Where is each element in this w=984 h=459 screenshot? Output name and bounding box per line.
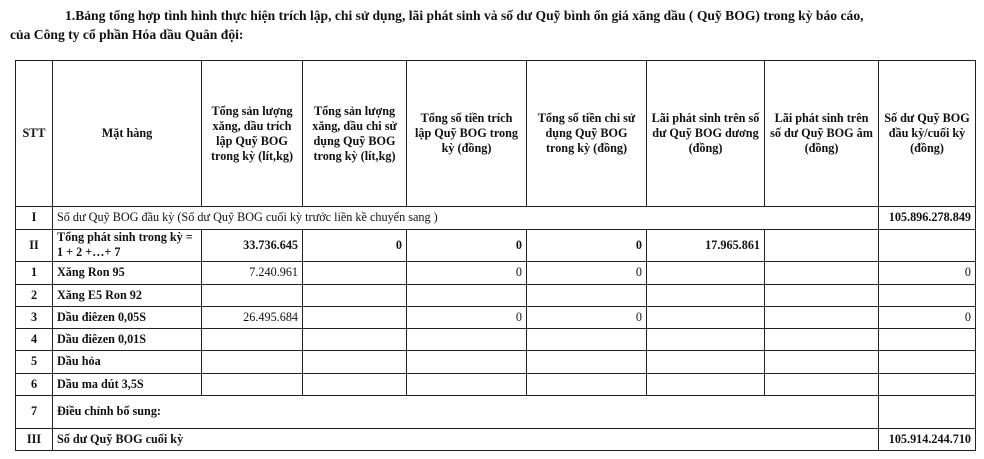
table-row-closing-balance	[16, 428, 976, 450]
table-row	[16, 284, 976, 306]
cell-amount-in	[407, 373, 527, 395]
row-stt: 7	[16, 395, 53, 428]
cell-balance	[879, 373, 976, 395]
bog-summary-table	[15, 60, 976, 451]
row-stt: 3	[16, 306, 53, 328]
heading-line-1: 1.Bảng tổng hợp tình hình thực hiện trích lập, chi sử dụng, lãi phát sinh và số dư Quỹ bình ổn giá xăng dầu ( Quỹ BOG) trong kỳ báo cáo,	[65, 8, 864, 23]
header-stt: STT	[16, 61, 53, 207]
cell-amount-out	[527, 351, 647, 373]
table-row-opening-balance	[16, 207, 976, 229]
row-stt: III	[16, 428, 53, 450]
cell-amount-out	[527, 284, 647, 306]
row-label: Xăng Ron 95	[53, 262, 202, 284]
header-amount-out: Tổng số tiền chi sử dụng Quỹ BOG trong kỳ (đồng)	[527, 61, 647, 207]
header-interest-positive: Lãi phát sinh trên số dư Quỹ BOG dương (đồng)	[647, 61, 765, 207]
cell-volume-in	[202, 329, 303, 351]
header-item: Mặt hàng	[53, 61, 202, 207]
cell-interest-positive: 17.965.861	[647, 229, 765, 262]
cell-interest-positive	[647, 262, 765, 284]
table-row	[16, 351, 976, 373]
cell-amount-in	[407, 351, 527, 373]
table-row	[16, 329, 976, 351]
row-label: Số dư Quỹ BOG đầu kỳ (Số dư Quỹ BOG cuối kỳ trước liền kề chuyển sang )	[53, 207, 879, 229]
cell-volume-out	[303, 329, 407, 351]
cell-balance	[879, 329, 976, 351]
row-stt: II	[16, 229, 53, 262]
cell-volume-in	[202, 373, 303, 395]
table-header-row	[16, 61, 976, 207]
row-label: Dầu ma dút 3,5S	[53, 373, 202, 395]
cell-amount-out	[527, 373, 647, 395]
cell-amount-out: 0	[527, 306, 647, 328]
cell-volume-out	[303, 373, 407, 395]
cell-amount-out: 0	[527, 262, 647, 284]
header-amount-in: Tổng số tiền trích lập Quỹ BOG trong kỳ (đồng)	[407, 61, 527, 207]
cell-interest-negative	[765, 262, 879, 284]
row-stt: 1	[16, 262, 53, 284]
cell-amount-in	[407, 284, 527, 306]
header-volume-in: Tổng sản lượng xăng, dầu trích lập Quỹ BOG trong kỳ (lít,kg)	[202, 61, 303, 207]
cell-amount-in: 0	[407, 306, 527, 328]
cell-interest-negative	[765, 329, 879, 351]
row-stt: I	[16, 207, 53, 229]
cell-balance	[879, 229, 976, 262]
cell-volume-in: 33.736.645	[202, 229, 303, 262]
table-row	[16, 373, 976, 395]
cell-balance	[879, 284, 976, 306]
row-stt: 6	[16, 373, 53, 395]
cell-amount-in: 0	[407, 262, 527, 284]
cell-volume-out	[303, 351, 407, 373]
cell-interest-negative	[765, 351, 879, 373]
cell-interest-negative	[765, 373, 879, 395]
row-label: Số dư Quỹ BOG cuối kỳ	[53, 428, 879, 450]
row-stt: 5	[16, 351, 53, 373]
cell-interest-positive	[647, 284, 765, 306]
row-label: Dầu hỏa	[53, 351, 202, 373]
row-label: Điều chỉnh bổ sung:	[53, 395, 879, 428]
cell-interest-negative	[765, 229, 879, 262]
header-interest-negative: Lãi phát sinh trên số dư Quỹ BOG âm (đồng)	[765, 61, 879, 207]
cell-balance: 0	[879, 306, 976, 328]
row-label: Xăng E5 Ron 92	[53, 284, 202, 306]
table-row-total	[16, 229, 976, 262]
report-heading	[10, 6, 976, 44]
cell-interest-negative	[765, 284, 879, 306]
row-label: Tổng phát sinh trong kỳ = 1 + 2 +…+ 7	[53, 229, 202, 262]
cell-interest-positive	[647, 329, 765, 351]
table-row-adjustment	[16, 395, 976, 428]
header-balance: Số dư Quỹ BOG đầu kỳ/cuối kỳ (đồng)	[879, 61, 976, 207]
cell-amount-in	[407, 329, 527, 351]
cell-volume-out	[303, 306, 407, 328]
table-row	[16, 306, 976, 328]
cell-amount-out	[527, 329, 647, 351]
header-volume-out: Tổng sản lượng xăng, dầu chi sử dụng Quỹ BOG trong kỳ (lít,kg)	[303, 61, 407, 207]
cell-interest-negative	[765, 306, 879, 328]
cell-volume-in	[202, 284, 303, 306]
cell-volume-in: 26.495.684	[202, 306, 303, 328]
cell-interest-positive	[647, 351, 765, 373]
cell-interest-positive	[647, 373, 765, 395]
cell-amount-out: 0	[527, 229, 647, 262]
cell-amount-in: 0	[407, 229, 527, 262]
heading-line-2: của Công ty cổ phần Hóa dầu Quân đội:	[10, 27, 244, 42]
cell-volume-in: 7.240.961	[202, 262, 303, 284]
table-row	[16, 262, 976, 284]
row-label: Dầu điêzen 0,01S	[53, 329, 202, 351]
cell-volume-out: 0	[303, 229, 407, 262]
row-balance: 105.914.244.710	[879, 428, 976, 450]
row-stt: 2	[16, 284, 53, 306]
cell-balance	[879, 395, 976, 428]
cell-balance: 0	[879, 262, 976, 284]
cell-balance	[879, 351, 976, 373]
cell-volume-out	[303, 284, 407, 306]
row-label: Dầu điêzen 0,05S	[53, 306, 202, 328]
cell-volume-in	[202, 351, 303, 373]
cell-volume-out	[303, 262, 407, 284]
row-balance: 105.896.278.849	[879, 207, 976, 229]
row-stt: 4	[16, 329, 53, 351]
cell-interest-positive	[647, 306, 765, 328]
